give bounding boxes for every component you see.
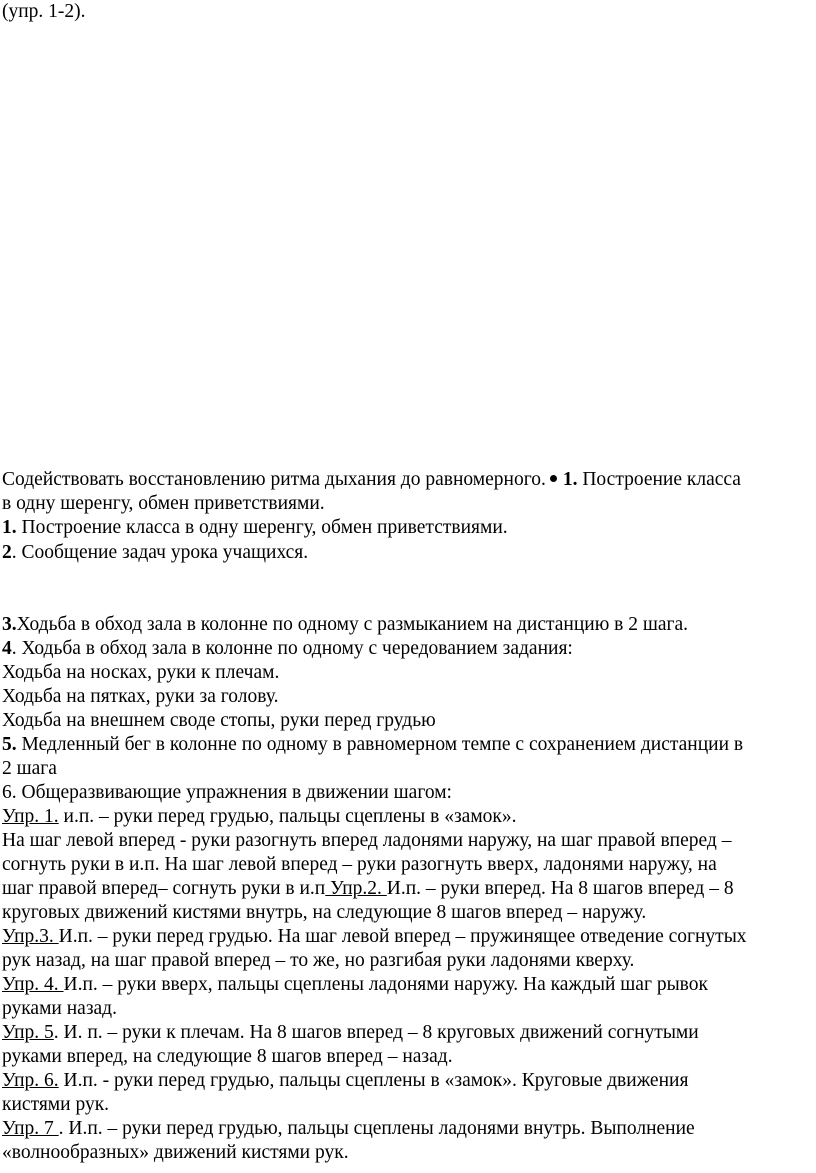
exercise-5-label: Упр. 5 — [2, 1022, 54, 1043]
item-6: 6. Общеразвивающие упражнения в движении шагом: — [2, 782, 452, 803]
exercise-2-line-2: круговых движений кистями внутрь, на следующие 8 шагов вперед – наружу. — [2, 902, 647, 923]
exercise-6-label: Упр. 6. — [2, 1070, 59, 1091]
exercise-1-line-1 — [2, 805, 517, 829]
exercise-4-line-1 — [2, 973, 708, 997]
item-3 — [2, 613, 688, 637]
walking-line-3: Ходьба на внешнем своде стопы, руки перед грудью — [2, 710, 436, 731]
item-5-line-1 — [2, 733, 743, 757]
exercise-5-text: . И. п. – руки к плечам. На 8 шагов вперед – 8 круговых движений согнутыми — [53, 1022, 699, 1043]
item-2-number: 2 — [2, 542, 12, 563]
exercise-3-text: И.п. – руки перед грудью. На шаг левой вперед – пружинящее отведение согнутых — [58, 926, 747, 947]
item-5-text: Медленный бег в колонне по одному в равномерном темпе с сохранением дистанции в — [16, 734, 744, 755]
exercise-5-line-1 — [2, 1021, 699, 1045]
intro-bullet-text: Построение класса — [577, 469, 741, 490]
exercise-3-label: Упр.3. — [2, 926, 59, 947]
exercise-3-line-1 — [2, 925, 747, 949]
exercise-1-text-end: шаг правой вперед– согнуть руки в и.п — [2, 878, 326, 899]
exercise-7-text: . И.п. – руки перед грудью, пальцы сцеплены ладонями внутрь. Выполнение — [58, 1118, 695, 1139]
exercise-5-line-2: руками вперед, на следующие 8 шагов вперед – назад. — [2, 1046, 453, 1067]
exercise-1-line-3: согнуть руки в и.п. На шаг левой вперед – руки разогнуть вверх, ладонями наружу, на — [2, 854, 717, 875]
exercise-7-line-2: «волнообразных» движений кистями рук. — [2, 1142, 349, 1163]
walking-line-2: Ходьба на пятках, руки за голову. — [2, 686, 279, 707]
bullet-icon — [550, 475, 557, 482]
intro-bullet-number: 1. — [562, 469, 578, 490]
item-1 — [2, 516, 508, 540]
exercise-1-label: Упр. 1. — [2, 806, 59, 827]
item-1-number: 1. — [2, 517, 17, 538]
exercise-7-line-1 — [2, 1117, 695, 1141]
exercise-1-text: и.п. – руки перед грудью, пальцы сцеплены в «замок». — [58, 806, 517, 827]
exercise-6-line-2: кистями рук. — [2, 1094, 110, 1115]
intro-text: Содействовать восстановлению ритма дыхания до равномерного. — [2, 469, 546, 490]
exercise-6-line-1 — [2, 1069, 688, 1093]
item-4-number: 4 — [2, 638, 12, 659]
item-3-text: Ходьба в обход зала в колонне по одному с размыканием на дистанцию в 2 шага. — [16, 614, 689, 635]
exercise-1-line-2: На шаг левой вперед - руки разогнуть вперед ладонями наружу, на шаг правой вперед – — [2, 830, 732, 851]
item-2 — [2, 541, 308, 565]
exercise-1-line-4 — [2, 877, 734, 901]
item-4-text: . Ходьба в обход зала в колонне по одному с чередованием задания: — [11, 638, 573, 659]
item-5-line-2: 2 шага — [2, 758, 57, 779]
item-4 — [2, 637, 573, 661]
item-1-text: Построение класса в одну шеренгу, обмен приветствиями. — [16, 517, 508, 538]
item-5-number: 5. — [2, 734, 17, 755]
walking-line-1: Ходьба на носках, руки к плечам. — [2, 662, 280, 683]
exercise-3-line-2: рук назад, на шаг правой вперед – то же, но разгибая руки ладонями кверху. — [2, 950, 635, 971]
intro-line-1 — [2, 468, 741, 492]
exercise-2-label: Упр.2. — [325, 878, 387, 899]
exercise-6-text: И.п. - руки перед грудью, пальцы сцеплены в «замок». Круговые движения — [58, 1070, 689, 1091]
exercise-4-line-2: руками назад. — [2, 998, 117, 1019]
top-fragment: (упр. 1-2). — [2, 1, 86, 22]
intro-line-2: в одну шеренгу, обмен приветствиями. — [2, 493, 325, 514]
exercise-4-label: Упр. 4. — [2, 974, 64, 995]
item-2-text: . Сообщение задач урока учащихся. — [11, 542, 309, 563]
exercise-2-text: И.п. – руки вперед. На 8 шагов вперед – 8 — [386, 878, 734, 899]
exercise-7-label: Упр. 7 — [2, 1118, 59, 1139]
exercise-4-text: И.п. – руки вверх, пальцы сцеплены ладонями наружу. На каждый шаг рывок — [63, 974, 708, 995]
item-3-number: 3. — [2, 614, 17, 635]
